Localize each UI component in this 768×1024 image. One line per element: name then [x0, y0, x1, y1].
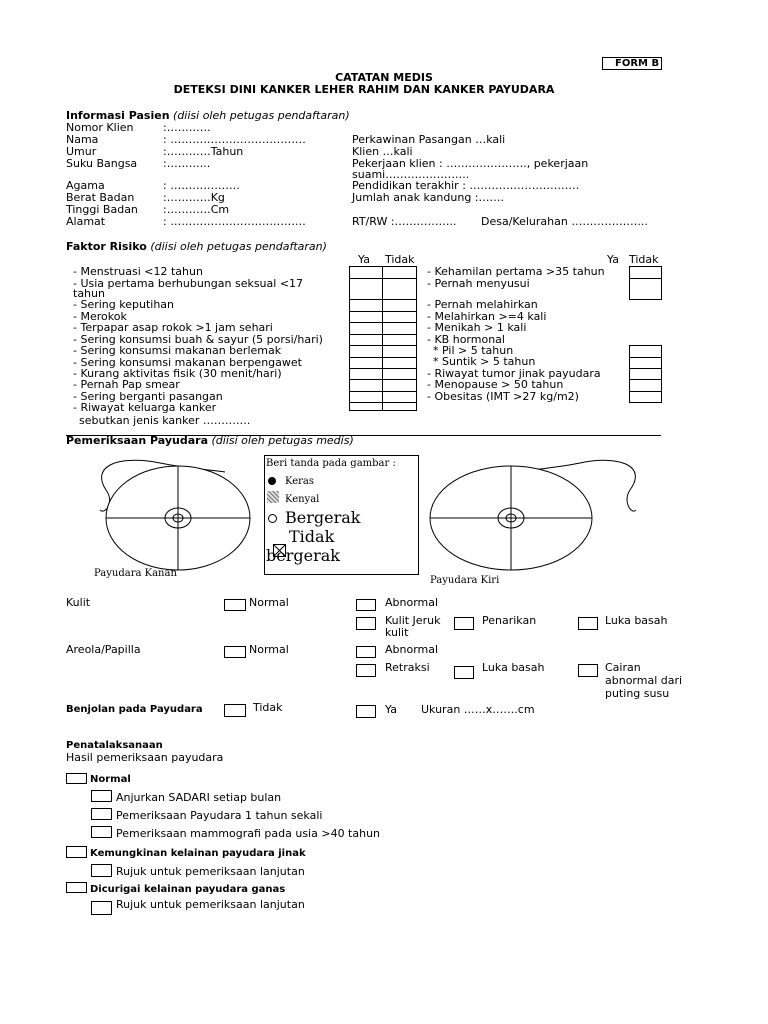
checkbox-benjolan-tidak[interactable] [224, 704, 246, 717]
risk-grid-row-line [349, 311, 417, 312]
label-areola-normal: Normal [249, 643, 289, 656]
label-alamat: Alamat [66, 215, 106, 228]
risk-grid-right-top[interactable] [629, 266, 662, 300]
label-benjolan-ya: Ya [385, 703, 397, 716]
checkbox-luka-basah[interactable] [578, 617, 598, 630]
legend-keras: Keras [285, 476, 314, 487]
risk-grid-row-line [349, 334, 417, 335]
label-kulit: Kulit [66, 596, 91, 609]
field-agama[interactable]: : ………………. [163, 179, 240, 192]
label-payudara-tahunan: Pemeriksaan Payudara 1 tahun sekali [116, 809, 323, 822]
risk-heading-note: (diisi oleh petugas pendaftaran) [150, 240, 327, 253]
risk-grid-row-line [349, 345, 417, 346]
field-jumlah-anak[interactable]: Jumlah anak kandung :……. [352, 191, 505, 204]
label-kulit-abnormal: Abnormal [385, 596, 439, 609]
risk-item: - Menikah > 1 kali [427, 321, 527, 334]
checkbox-luka-basah-areola[interactable] [454, 666, 474, 679]
risk-section-heading [66, 241, 327, 253]
label-berat-badan: Berat Badan [66, 191, 135, 204]
label-kulit-jeruk: Kulit Jeruk [385, 614, 441, 627]
management-heading: Penatalaksanaan [66, 740, 163, 751]
risk-grid-row-line [349, 368, 417, 369]
risk-item: - Sering konsumsi makanan berpengawet [73, 356, 302, 369]
risk-grid-row-line [349, 357, 417, 358]
field-perkawinan[interactable]: Perkawinan Pasangan …kali [352, 133, 506, 146]
risk-item: - Sering keputihan [73, 298, 174, 311]
checkbox-mammografi[interactable] [91, 826, 112, 838]
risk-item: tahun [73, 287, 105, 300]
label-agama: Agama [66, 179, 105, 192]
checkbox-cairan-abnormal[interactable] [578, 664, 598, 677]
risk-item: - Usia pertama berhubungan seksual <17 [73, 277, 304, 290]
risk-item: - Pernah melahirkan [427, 298, 538, 311]
field-alamat[interactable]: : ………………………………. [163, 215, 306, 228]
checkbox-penarikan[interactable] [454, 617, 474, 630]
risk-grid-row-line [629, 391, 662, 392]
risk-item: - Menopause > 50 tahun [427, 378, 564, 391]
legend-title: Beri tanda pada gambar : [266, 458, 396, 469]
field-pendidikan[interactable]: Pendidikan terakhir : ………………………… [352, 179, 580, 192]
risk-col-tidak-left: Tidak [385, 253, 415, 266]
breast-legend-box [264, 455, 419, 575]
label-kulit-normal: Normal [249, 596, 289, 609]
checkbox-benjolan-ya[interactable] [356, 705, 376, 718]
label-sadari: Anjurkan SADARI setiap bulan [116, 791, 282, 804]
risk-grid-row-line [349, 278, 417, 279]
label-nomor-klien: Nomor Klien [66, 121, 134, 134]
management-sub: Hasil pemeriksaan payudara [66, 751, 224, 764]
checkbox-rujuk-jinak[interactable] [91, 864, 112, 877]
checkbox-rujuk-ganas[interactable] [91, 901, 112, 915]
label-rujuk-ganas: Rujuk untuk pemeriksaan lanjutan [116, 898, 305, 911]
title-line-1: CATATAN MEDIS [335, 71, 433, 84]
label-payudara-kiri: Payudara Kiri [430, 575, 500, 586]
risk-col-tidak-right: Tidak [629, 253, 659, 266]
label-luka-basah: Luka basah [605, 614, 668, 627]
legend-bergerak-2: bergerak [266, 546, 340, 565]
risk-item: - Kurang aktivitas fisik (30 menit/hari) [73, 367, 282, 380]
field-berat-badan[interactable]: :…………Kg [163, 191, 225, 204]
checkbox-payudara-tahunan[interactable] [91, 808, 112, 820]
risk-item: - Sering konsumsi buah & sayur (5 porsi/hari) [73, 333, 323, 346]
label-normal: Normal [90, 774, 131, 785]
label-suku-bangsa: Suku Bangsa [66, 157, 138, 170]
title-line-2: DETEKSI DINI KANKER LEHER RAHIM DAN KANKER PAYUDARA [173, 83, 555, 96]
exam-heading: Pemeriksaan Payudara [66, 434, 209, 447]
risk-item: - Riwayat keluarga kanker [73, 401, 217, 414]
risk-item: - Merokok [73, 310, 127, 323]
risk-col-ya-right: Ya [607, 253, 619, 266]
form-code-label: FORM B [602, 57, 662, 70]
keras-marker-icon [268, 477, 276, 485]
risk-grid-ya-column-left[interactable] [349, 266, 383, 411]
kenyal-marker-icon [267, 491, 279, 503]
risk-item: - Kehamilan pertama >35 tahun [427, 265, 605, 278]
field-umur[interactable]: :…………Tahun [163, 145, 244, 158]
checkbox-sadari[interactable] [91, 790, 112, 802]
field-tinggi-badan[interactable]: :…………Cm [163, 203, 230, 216]
risk-grid-row-line [349, 391, 417, 392]
risk-grid-row-line [629, 368, 662, 369]
risk-item: - Pernah menyusui [427, 277, 530, 290]
label-kelainan-ganas: Dicurigai kelainan payudara ganas [90, 884, 286, 895]
legend-tidak: Tidak [289, 527, 335, 546]
risk-heading: Faktor Risiko [66, 240, 147, 253]
field-rt-rw[interactable]: RT/RW :…………….. [352, 215, 457, 228]
field-klien-kali[interactable]: Klien …kali [352, 145, 413, 158]
risk-item: - Obesitas (IMT >27 kg/m2) [427, 390, 579, 403]
field-ukuran[interactable]: Ukuran ……x…….cm [421, 703, 535, 716]
label-cairan: Cairan [605, 661, 641, 674]
risk-grid-row-line [629, 357, 662, 358]
exam-section-heading [66, 435, 354, 447]
risk-item-kanker-jenis[interactable]: sebutkan jenis kanker …………. [79, 414, 251, 427]
checkbox-areola-abnormal[interactable] [356, 646, 376, 658]
legend-bergerak: Bergerak [285, 508, 361, 527]
checkbox-areola-normal[interactable] [224, 646, 246, 658]
bergerak-marker-icon [268, 514, 277, 523]
field-pekerjaan[interactable]: Pekerjaan klien : …………………., pekerjaan [352, 157, 589, 170]
exam-heading-note: (diisi oleh petugas medis) [211, 434, 354, 447]
label-benjolan-tidak: Tidak [253, 701, 283, 714]
risk-item: - Melahirkan >=4 kali [427, 310, 547, 323]
label-nama: Nama [66, 133, 99, 146]
risk-grid-tidak-column-left[interactable] [382, 266, 417, 411]
label-mammografi: Pemeriksaan mammografi pada usia >40 tahun [116, 827, 381, 840]
checkbox-normal[interactable] [66, 773, 87, 784]
right-breast-diagram[interactable] [100, 460, 250, 570]
label-payudara-kanan: Payudara Kanan [94, 568, 177, 579]
risk-grid-row-line [629, 379, 662, 380]
label-umur: Umur [66, 145, 97, 158]
label-kelainan-jinak: Kemungkinan kelainan payudara jinak [90, 848, 306, 859]
label-tinggi-badan: Tinggi Badan [66, 203, 138, 216]
label-cairan-3: puting susu [605, 687, 670, 700]
label-kulit-jeruk-2: kulit [385, 626, 409, 639]
label-areola-papilla: Areola/Papilla [66, 643, 141, 656]
risk-grid-row-line [349, 299, 417, 300]
label-penarikan: Penarikan [482, 614, 537, 627]
field-suku-bangsa[interactable]: :………... [163, 157, 211, 170]
field-pekerjaan-suami[interactable]: suami………………….. [352, 168, 470, 181]
risk-item: - Sering berganti pasangan [73, 390, 223, 403]
label-cairan-2: abnormal dari [605, 674, 683, 687]
risk-item: - Menstruasi <12 tahun [73, 265, 203, 278]
risk-item: - Pernah Pap smear [73, 378, 180, 391]
label-rujuk-jinak: Rujuk untuk pemeriksaan lanjutan [116, 865, 305, 878]
label-areola-abnormal: Abnormal [385, 643, 439, 656]
field-nama[interactable]: : ………………………………. [163, 133, 306, 146]
label-retraksi: Retraksi [385, 661, 430, 674]
legend-kenyal: Kenyal [285, 494, 320, 505]
checkbox-kulit-abnormal[interactable] [356, 599, 376, 611]
risk-item: - Sering konsumsi makanan berlemak [73, 344, 282, 357]
risk-item: - Terpapar asap rokok >1 jam sehari [73, 321, 273, 334]
risk-item: * Pil > 5 tahun [433, 344, 514, 357]
label-luka-basah-areola: Luka basah [482, 661, 545, 674]
risk-item: - Riwayat tumor jinak payudara [427, 367, 601, 380]
checkbox-kulit-jeruk[interactable] [356, 617, 376, 630]
risk-item: - KB hormonal [427, 333, 505, 346]
risk-grid-right-bottom[interactable] [629, 345, 662, 403]
checkbox-kulit-normal[interactable] [224, 599, 246, 611]
risk-col-ya-left: Ya [358, 253, 370, 266]
risk-grid-row-line [349, 379, 417, 380]
checkbox-kelainan-jinak[interactable] [66, 846, 87, 858]
patient-heading: Informasi Pasien [66, 109, 170, 122]
risk-item: * Suntik > 5 tahun [433, 355, 536, 368]
risk-grid-row-line [629, 278, 662, 279]
patient-heading-note: (diisi oleh petugas pendaftaran) [173, 109, 350, 122]
risk-grid-row-line [349, 402, 417, 403]
checkbox-retraksi[interactable] [356, 664, 376, 677]
risk-grid-row-line [349, 322, 417, 323]
checkbox-kelainan-ganas[interactable] [66, 882, 87, 893]
left-breast-diagram[interactable] [430, 460, 636, 570]
field-desa-kelurahan[interactable]: Desa/Kelurahan ………………... [481, 215, 648, 228]
field-nomor-klien[interactable]: :………… [163, 121, 211, 134]
label-benjolan: Benjolan pada Payudara [66, 704, 203, 715]
